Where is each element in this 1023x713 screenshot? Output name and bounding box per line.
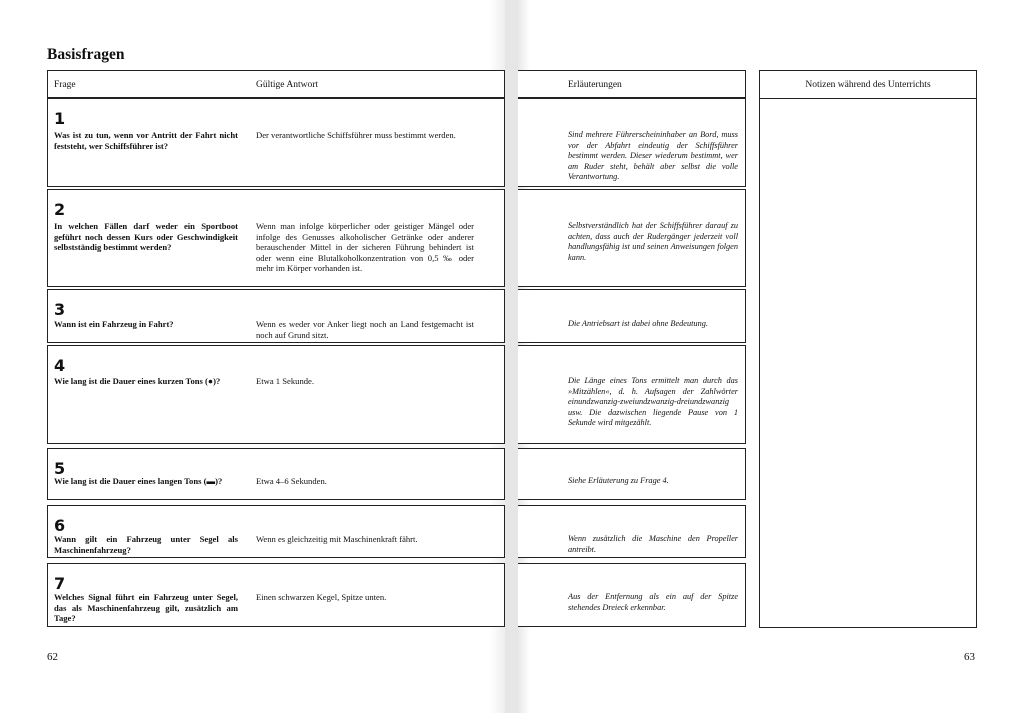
question-row-3-left xyxy=(47,289,505,343)
question-text: Welches Signal führt ein Fahrzeug unter Segel, das als Maschinenfahrzeug gilt, zusätzlich am Tage? xyxy=(54,592,238,624)
page-title: Basisfragen xyxy=(47,46,125,63)
answer-text: Der verantwortliche Schiffsführer muss bestimmt werden. xyxy=(256,130,456,140)
left-page xyxy=(0,0,505,713)
answer-text: Wenn es weder vor Anker liegt noch an Land festgemacht ist noch auf Grund sitzt. xyxy=(256,319,474,340)
header-antwort: Gültige Antwort xyxy=(256,80,319,90)
explanation-text: Die Antriebsart ist dabei ohne Bedeutung. xyxy=(568,319,708,328)
question-number: 1 xyxy=(54,109,66,128)
question-row-6-right xyxy=(518,505,746,558)
question-text: Wie lang ist die Dauer eines langen Tons (▬)? xyxy=(54,476,223,486)
explanation-text: Siehe Erläuterung zu Frage 4. xyxy=(568,476,669,485)
question-text: Wie lang ist die Dauer eines kurzen Tons (●)? xyxy=(54,376,221,386)
answer-text: Einen schwarzen Kegel, Spitze unten. xyxy=(256,592,387,602)
question-row-1-right xyxy=(518,98,746,187)
answer-text: Etwa 1 Sekunde. xyxy=(256,376,314,386)
answer-text: Wenn es gleichzeitig mit Maschinenkraft fährt. xyxy=(256,534,418,544)
question-number: 5 xyxy=(54,459,66,478)
question-number: 7 xyxy=(54,574,66,593)
right-page xyxy=(518,0,1023,713)
explanation-text: Sind mehrere Führerscheininhaber an Bord, muss vor der Abfahrt eindeutig der Schiffsführer bestimmt werden. Dieser wiederum bestimmt, wer am Ruder steht, behält aber selbst die volle Verantwortung. xyxy=(568,130,738,182)
question-row-4-left xyxy=(47,345,505,444)
header-frage: Frage xyxy=(54,80,76,90)
page-number-left: 62 xyxy=(47,651,58,663)
question-row-7-right xyxy=(518,563,746,627)
question-text: Wann ist ein Fahrzeug in Fahrt? xyxy=(54,319,174,329)
question-number: 4 xyxy=(54,356,66,375)
question-row-3-right xyxy=(518,289,746,343)
header-row-left xyxy=(47,70,505,98)
question-row-7-left xyxy=(47,563,505,627)
header-erlaeuterungen: Erläuterungen xyxy=(568,80,622,90)
question-row-5-left xyxy=(47,448,505,500)
header-notizen: Notizen während des Unterrichts xyxy=(805,80,931,90)
page-number-right: 63 xyxy=(964,651,975,663)
question-number: 6 xyxy=(54,516,66,535)
question-number: 2 xyxy=(54,200,66,219)
question-row-2-right xyxy=(518,189,746,287)
notes-column[interactable] xyxy=(759,70,977,628)
question-text: Was ist zu tun, wenn vor Antritt der Fahrt nicht feststeht, wer Schiffsführer ist? xyxy=(54,130,238,151)
answer-text: Wenn man infolge körperlicher oder geistiger Mängel oder infolge des Genusses alkoholischer Getränke oder anderer berauschender Mittel in der sicheren Führung behindert ist oder wenn eine Blutalkoholkonzentration von 0,5 ‰ oder mehr im Körper vorhanden ist. xyxy=(256,221,474,274)
question-row-5-right xyxy=(518,448,746,500)
header-row-right xyxy=(518,70,746,98)
explanation-text: Selbstverständlich hat der Schiffsführer darauf zu achten, dass auch der Rudergänger jederzeit voll handlungsfähig ist und seinen Anweisungen folgen kann. xyxy=(568,221,738,262)
question-row-1-left xyxy=(47,98,505,187)
question-text: Wann gilt ein Fahrzeug unter Segel als Maschinenfahrzeug? xyxy=(54,534,238,555)
explanation-text: Die Länge eines Tons ermittelt man durch das »Mitzählen«, d. h. Aufsagen der Zahlwörter einundzwanzig-zweiundzwanzig-dreiundzwanzig usw. Die dazwischen liegende Pause von 1 Sekunde wird mitgezählt. xyxy=(568,376,738,428)
answer-text: Etwa 4–6 Sekunden. xyxy=(256,476,327,486)
explanation-text: Wenn zusätzlich die Maschine den Propeller antreibt. xyxy=(568,534,738,554)
question-row-6-left xyxy=(47,505,505,558)
question-text: In welchen Fällen darf weder ein Sportboot geführt noch dessen Kurs oder Geschwindigkeit selbstständig bestimmt werden? xyxy=(54,221,238,253)
question-number: 3 xyxy=(54,300,66,319)
question-row-4-right xyxy=(518,345,746,444)
question-row-2-left xyxy=(47,189,505,287)
explanation-text: Aus der Entfernung als ein auf der Spitze stehendes Dreieck erkennbar. xyxy=(568,592,738,612)
